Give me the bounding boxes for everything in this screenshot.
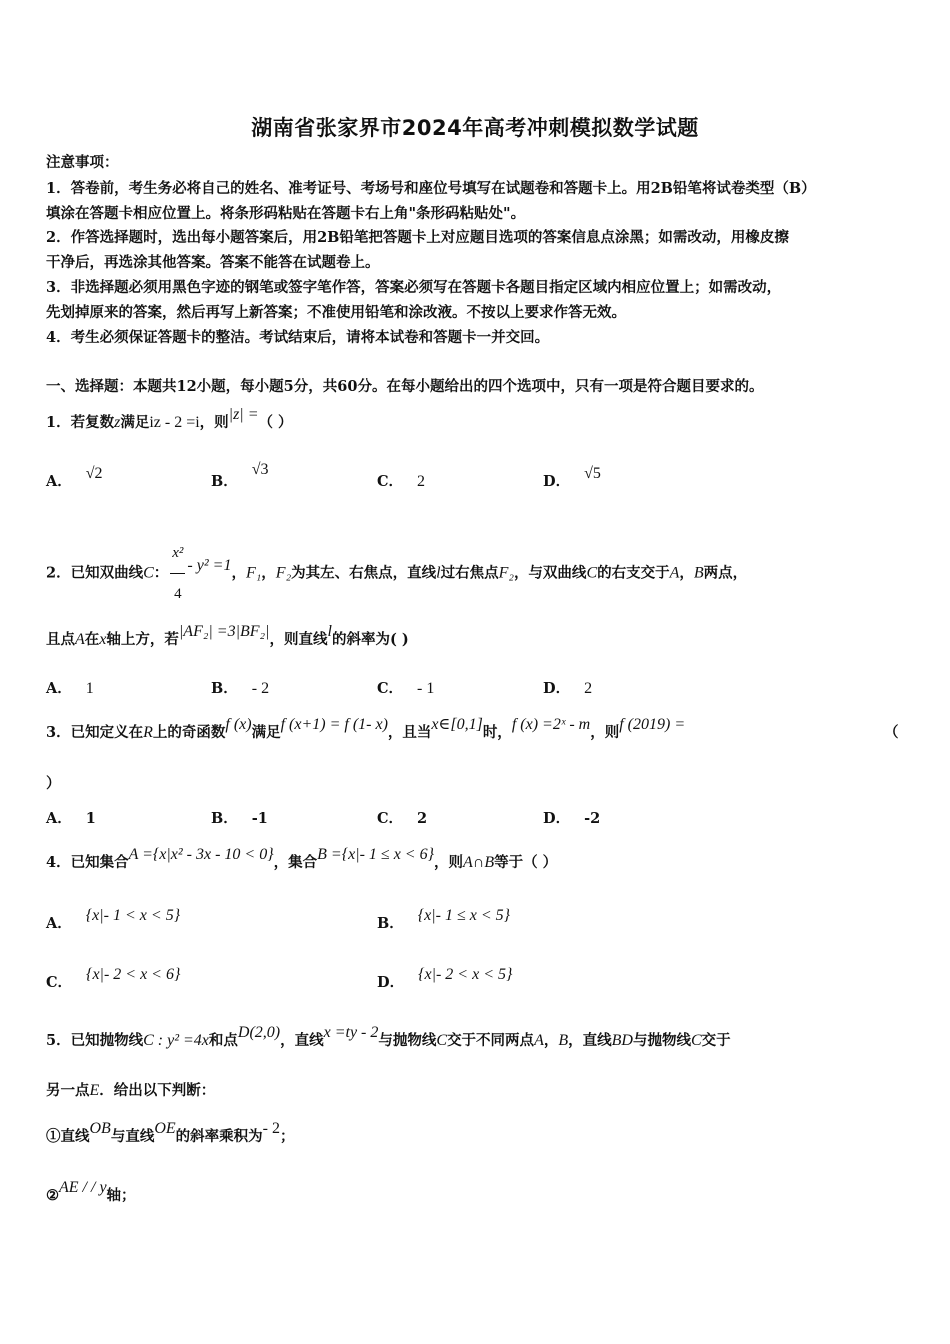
q1-text: 满足 [120, 414, 150, 431]
notice-line-4: 干净后，再选涂其他答案。答案不能答在试题卷上。 [46, 254, 380, 271]
section-heading: 一、选择题：本题共12小题，每小题5分，共60分。在每小题给出的四个选项中，只有一项是符合题目要求的。 [46, 378, 764, 395]
q2-var: A [669, 564, 680, 582]
q5-text: ．给出以下判断： [99, 1082, 216, 1099]
q4-text: 4．已知集合 [46, 854, 129, 871]
q1-text: ，则 [199, 414, 229, 431]
q2-option-a: A． 1 [46, 680, 94, 697]
q2-text: ： [153, 564, 169, 582]
q4-text: 等于（ ） [494, 854, 558, 871]
q3-text: 时， [482, 724, 512, 741]
notice-line-7: 4．考生必须保证答题卡的整洁。考试结束后，请将本试卷和答题卡一并交回。 [46, 329, 550, 346]
q2-text: 在 [84, 631, 100, 648]
q5-text: 交于不同两点 [447, 1032, 535, 1049]
q1-equation: iz - 2 =i [149, 414, 200, 431]
q3-paren-close: ） [46, 775, 61, 792]
q5-var: A [534, 1032, 544, 1049]
q5-text: 另一点 [46, 1082, 90, 1099]
q2-var: F₁ [245, 564, 262, 582]
q5-text: 与直线 [110, 1128, 155, 1145]
q2-text: ， [679, 564, 694, 582]
q2-text: ，与双曲线 [513, 564, 587, 582]
q2-var: F₂ [275, 564, 292, 582]
q5-var: C [436, 1032, 448, 1049]
q3-text: ，则 [590, 724, 620, 741]
notice-line-5: 3．非选择题必须用黑色字迹的钢笔或签字笔作答，答案必须写在答题卡各题目指定区域内相应位置上；如需改动， [46, 279, 782, 296]
q2-text: 过右焦点 [440, 564, 499, 582]
q3-text: ，且当 [387, 724, 432, 741]
question-5-line-2 [46, 1081, 910, 1101]
question-1 [46, 406, 910, 433]
q5-var: OB [89, 1120, 111, 1137]
q1-option-d: D． √5 [543, 465, 601, 490]
q3-definition: f (x) =2ˣ - m [511, 716, 591, 733]
q3-option-a: A． 1 [46, 810, 96, 827]
q5-judgement-2 [46, 1179, 910, 1206]
q2-text: 为其左、右焦点，直线 [291, 564, 437, 582]
q2-option-d: D． 2 [543, 680, 593, 697]
notice-line-6: 先划掉原来的答案，然后再写上新答案；不准使用铅笔和涂改液。不按以上要求作答无效。 [46, 304, 626, 321]
q5-text: 的斜率乘积为 [175, 1128, 263, 1145]
question-3 [46, 716, 904, 743]
q5-text: 和点 [208, 1032, 238, 1049]
q2-text: ， [261, 564, 276, 582]
q3-equation: f (x+1) = f (1- x) [280, 716, 388, 733]
q5-value: - 2 [262, 1120, 280, 1137]
q5-var: BD [611, 1032, 633, 1049]
q2-text: 两点， [703, 564, 748, 582]
q2-var: x [99, 631, 107, 648]
q5-text: 交于 [701, 1032, 731, 1049]
q2-condition: |AF₂| =3|BF₂| [178, 623, 270, 640]
q4-intersection: A∩B [463, 854, 495, 871]
q2-text: 2．已知双曲线 [46, 564, 144, 582]
q1-option-a: A． √2 [46, 465, 103, 490]
q3-option-d: D． -2 [543, 810, 601, 827]
notice-line-3: 2．作答选择题时，选出每小题答案后，用2B铅笔把答题卡上对应题目选项的答案信息点涂黑；如需改动，用橡皮擦 [46, 229, 789, 246]
q5-point: D(2,0) [237, 1024, 281, 1041]
q2-var: l [327, 623, 332, 640]
q2-text: 的右支交于 [597, 564, 670, 582]
q5-var: E [89, 1082, 100, 1099]
q2-option-b: B． - 2 [211, 680, 270, 697]
q5-text: ，直线 [568, 1032, 612, 1049]
q4-text: ，集合 [273, 854, 318, 871]
question-4 [46, 846, 910, 873]
q1-text: 1．若复数 [46, 414, 115, 431]
q5-text: 与抛物线 [632, 1032, 691, 1049]
q2-fraction: $\frac{\text{x²}}{4}$ [170, 533, 185, 614]
q2-equation: - y² =1 [187, 556, 232, 574]
q3-function: f (x) [225, 716, 252, 733]
q4-option-d: D． {x|- 2 < x < 5} [377, 966, 513, 991]
q3-var: R [143, 724, 153, 741]
q3-text: 满足 [251, 724, 281, 741]
q1-blank: （ ） [258, 414, 293, 431]
q3-text: 上的奇函数 [152, 724, 226, 741]
q2-var: A [75, 631, 85, 648]
q2-option-c: C． - 1 [377, 680, 435, 697]
notice-line-1: 1．答卷前，考生务必将自己的姓名、准考证号、考场号和座位号填写在试题卷和答题卡上。用2B铅笔将试卷类型（B） [46, 180, 816, 197]
q4-set-a: A ={x|x² - 3x - 10 < 0} [128, 846, 274, 863]
q5-text: ，直线 [280, 1032, 324, 1049]
q3-option-c: C． 2 [377, 810, 428, 827]
q5-text: ； [279, 1128, 295, 1145]
q4-text: ，则 [434, 854, 463, 871]
q3-domain: x∈[0,1] [431, 716, 483, 733]
q5-var: B [558, 1032, 569, 1049]
q5-text: ② [46, 1187, 59, 1204]
q4-option-b: B． {x|- 1 ≤ x < 5} [377, 907, 511, 932]
q5-text: 与抛物线 [378, 1032, 437, 1049]
notice-heading: 注意事项： [46, 154, 119, 171]
notice-line-2: 填涂在答题卡相应位置上。将条形码粘贴在答题卡右上角"条形码粘贴处"。 [46, 205, 526, 222]
q5-var: C [690, 1032, 702, 1049]
q3-text: 3．已知定义在 [46, 724, 144, 741]
q2-var: F₂ [498, 564, 514, 582]
q3-target: f (2019) = [619, 716, 686, 733]
q5-text: ①直线 [46, 1128, 90, 1145]
q2-var: C [143, 564, 154, 582]
question-2 [46, 533, 912, 614]
q5-parabola: C : y² =4x [143, 1032, 209, 1049]
q5-line: x =ty - 2 [323, 1024, 379, 1041]
q2-text: 的斜率为( ) [331, 631, 409, 648]
page-title: 湖南省张家界市2024年高考冲刺模拟数学试题 [251, 116, 699, 140]
q4-set-b: B ={x|- 1 ≤ x < 6} [317, 846, 434, 863]
q5-text: ， [543, 1032, 559, 1049]
q3-paren-open: （ [884, 724, 899, 741]
q1-var: z [114, 414, 121, 431]
q2-text: ，则直线 [269, 631, 328, 648]
q5-var: OE [154, 1120, 176, 1137]
q1-option-b: B．√3 [211, 461, 269, 490]
q1-abs: |z| = [228, 406, 259, 423]
q4-option-a: A． {x|- 1 < x < 5} [46, 907, 181, 932]
q2-var: B [693, 564, 704, 582]
q4-option-c: C． {x|- 2 < x < 6} [46, 966, 181, 991]
q5-text: 5．已知抛物线 [46, 1032, 144, 1049]
question-2-line-2 [46, 623, 910, 650]
q5-text: 轴； [106, 1187, 136, 1204]
q2-var: l [436, 564, 441, 582]
q5-judgement-1 [46, 1120, 910, 1147]
q2-var: C [586, 564, 598, 582]
q2-text: 轴上方，若 [106, 631, 179, 648]
q3-option-b: B． -1 [211, 810, 268, 827]
q1-option-c: C． 2 [377, 473, 426, 490]
q5-relation: AE / / y [59, 1179, 107, 1196]
q2-text: ， [231, 564, 246, 582]
question-5 [46, 1024, 906, 1051]
q2-text: 且点 [46, 631, 75, 648]
